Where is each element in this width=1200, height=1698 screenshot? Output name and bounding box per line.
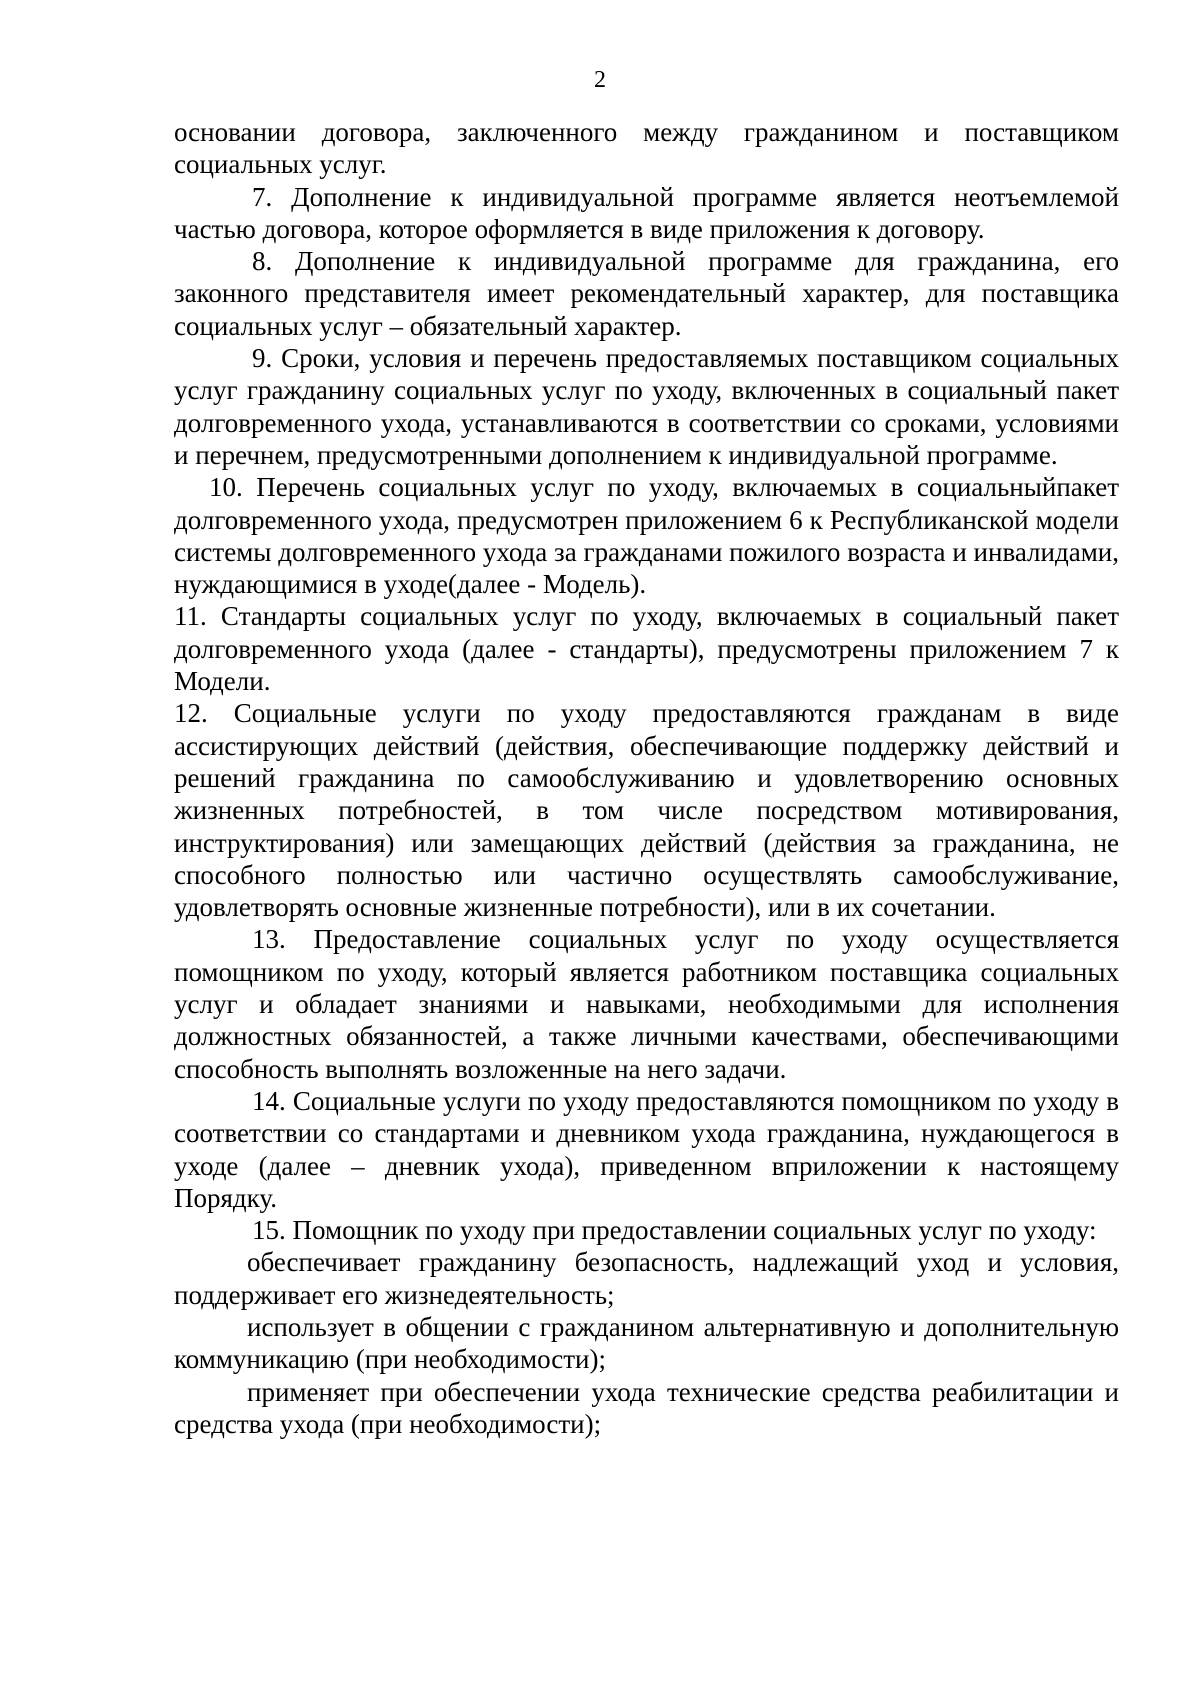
list-item-communication: использует в общении с гражданином альтернативную и дополнительную коммуникацию (при необходимости); — [174, 1311, 1119, 1375]
document-body — [174, 116, 1119, 1440]
paragraph-12: 12. Социальные услуги по уходу предоставляются гражданам в виде ассистирующих действий (действия, обеспечивающие поддержку действий и решений гражданина по самообслуживанию и удовлетворению основных жизненных потребностей, в том числе посредством мотивирования, инструктирования) или замещающих действий (действия за гражданина, не способного полностью или частично осуществлять самообслуживание, удовлетворять основные жизненные потребности), или в их сочетании. — [174, 698, 1119, 923]
paragraph-11: 11. Стандарты социальных услуг по уходу, включаемых в социальный пакет долговременного ухода (далее - стандарты), предусмотрены приложением 7 к Модели. — [174, 601, 1119, 697]
paragraph-9: 9. Сроки, условия и перечень предоставляемых поставщиком социальных услуг гражданину социальных услуг по уходу, включенных в социальный пакет долговременного ухода, устанавливаются в соответствии со сроками, условиями и перечнем, предусмотренными дополнением к индивидуальной программе. — [174, 343, 1119, 470]
list-item-safety: обеспечивает гражданину безопасность, надлежащий уход и условия, поддерживает его жизнедеятельность; — [174, 1247, 1119, 1310]
page-number: 2 — [594, 67, 606, 93]
list-item-technical-means: применяет при обеспечении ухода технические средства реабилитации и средства ухода (при необходимости); — [174, 1376, 1119, 1439]
paragraph-14: 14. Социальные услуги по уходу предоставляются помощником по уходу в соответствии со стандартами и дневником ухода гражданина, нуждающегося в уходе (далее – дневник ухода), приведенном вприложении к настоящему Порядку. — [174, 1085, 1119, 1213]
paragraph-10: 10. Перечень социальных услуг по уходу, включаемых в социальныйпакет долговременного ухода, предусмотрен приложением 6 к Республиканской модели системы долговременного ухода за гражданами пожилого возраста и инвалидами, нуждающимися в уходе(далее - Модель). — [174, 472, 1119, 600]
paragraph-continuation: основании договора, заключенного между гражданином и поставщиком социальных услуг. — [174, 117, 1119, 180]
paragraph-7: 7. Дополнение к индивидуальной программе является неотъемлемой частью договора, которое оформляется в виде приложения к договору. — [174, 181, 1119, 244]
paragraph-8: 8. Дополнение к индивидуальной программе для гражданина, его законного представителя имеет рекомендательный характер, для поставщика социальных услуг – обязательный характер. — [174, 246, 1119, 341]
paragraph-13: 13. Предоставление социальных услуг по уходу осуществляется помощником по уходу, который является работником поставщика социальных услуг и обладает знаниями и навыками, необходимыми для исполнения должностных обязанностей, а также личными качествами, обеспечивающими способность выполнять возложенные на него задачи. — [174, 924, 1119, 1084]
paragraph-15: 15. Помощник по уходу при предоставлении социальных услуг по уходу: — [252, 1215, 1097, 1246]
